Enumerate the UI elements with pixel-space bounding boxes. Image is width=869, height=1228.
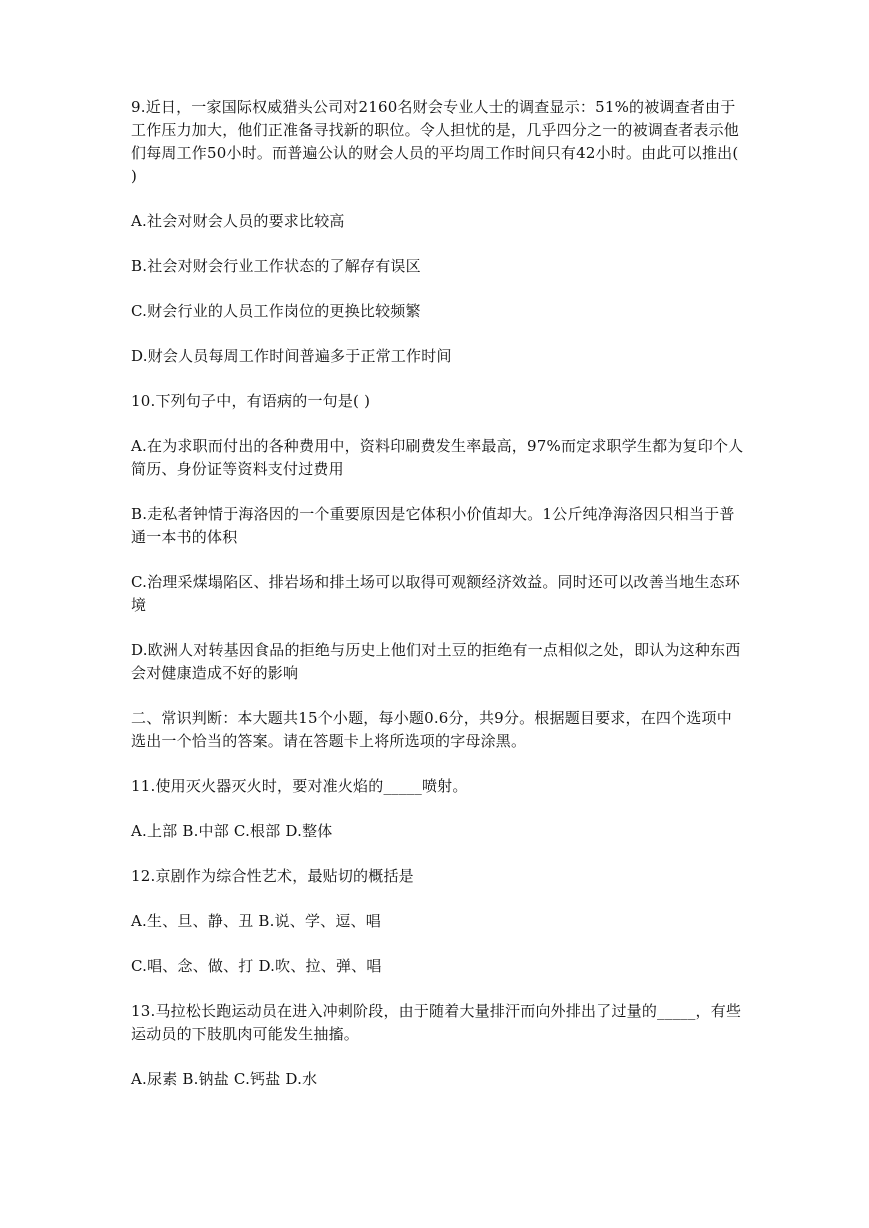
question-9-option-a: A.社会对财会人员的要求比较高 xyxy=(131,212,345,230)
question-9-option-d: D.财会人员每周工作时间普遍多于正常工作时间 xyxy=(131,347,452,365)
question-10-stem: 10.下列句子中，有语病的一句是( ) xyxy=(131,392,371,410)
question-12-options-line-2: C.唱、念、做、打 D.吹、拉、弹、唱 xyxy=(131,957,382,975)
question-9-stem: 9.近日，一家国际权威猎头公司对2160名财会专业人士的调查显示：51%的被调查者由于工作压力加大，他们正准备寻找新的职位。令人担忧的是，几乎四分之一的被调查者表示他们每周工作50小时。而普遍公认的财会人员的平均周工作时间只有42小时。由此可以推出( ) xyxy=(131,98,740,185)
question-10-option-d: D.欧洲人对转基因食品的拒绝与历史上他们对土豆的拒绝有一点相似之处，即认为这种东西会对健康造成不好的影响 xyxy=(131,641,741,682)
question-9-option-c: C.财会行业的人员工作岗位的更换比较频繁 xyxy=(131,302,421,320)
question-11-options: A.上部 B.中部 C.根部 D.整体 xyxy=(131,822,333,840)
question-11-stem: 11.使用灭火器灭火时，要对准火焰的_____喷射。 xyxy=(131,777,468,795)
question-10-option-c: C.治理采煤塌陷区、排岩场和排土场可以取得可观额经济效益。同时还可以改善当地生态环境 xyxy=(131,573,740,614)
question-13-options: A.尿素 B.钠盐 C.钙盐 D.水 xyxy=(131,1070,318,1088)
question-9-option-b: B.社会对财会行业工作状态的了解存有误区 xyxy=(131,257,421,275)
question-12-stem: 12.京剧作为综合性艺术，最贴切的概括是 xyxy=(131,867,414,885)
document-body xyxy=(131,96,745,1091)
question-10-option-b: B.走私者钟情于海洛因的一个重要原因是它体积小价值却大。1公斤纯净海洛因只相当于普通一本书的体积 xyxy=(131,505,735,546)
section-2-heading: 二、常识判断：本大题共15个小题，每小题0.6分，共9分。根据题目要求，在四个选项中选出一个恰当的答案。请在答题卡上将所选项的字母涂黑。 xyxy=(131,709,732,750)
question-13-stem: 13.马拉松长跑运动员在进入冲刺阶段，由于随着大量排汗而向外排出了过量的_____，有些运动员的下肢肌肉可能发生抽搐。 xyxy=(131,1002,742,1043)
question-10-option-a: A.在为求职而付出的各种费用中，资料印刷费发生率最高，97%而定求职学生都为复印个人简历、身份证等资料支付过费用 xyxy=(131,437,744,478)
question-12-options-line-1: A.生、旦、静、丑 B.说、学、逗、唱 xyxy=(131,912,381,930)
